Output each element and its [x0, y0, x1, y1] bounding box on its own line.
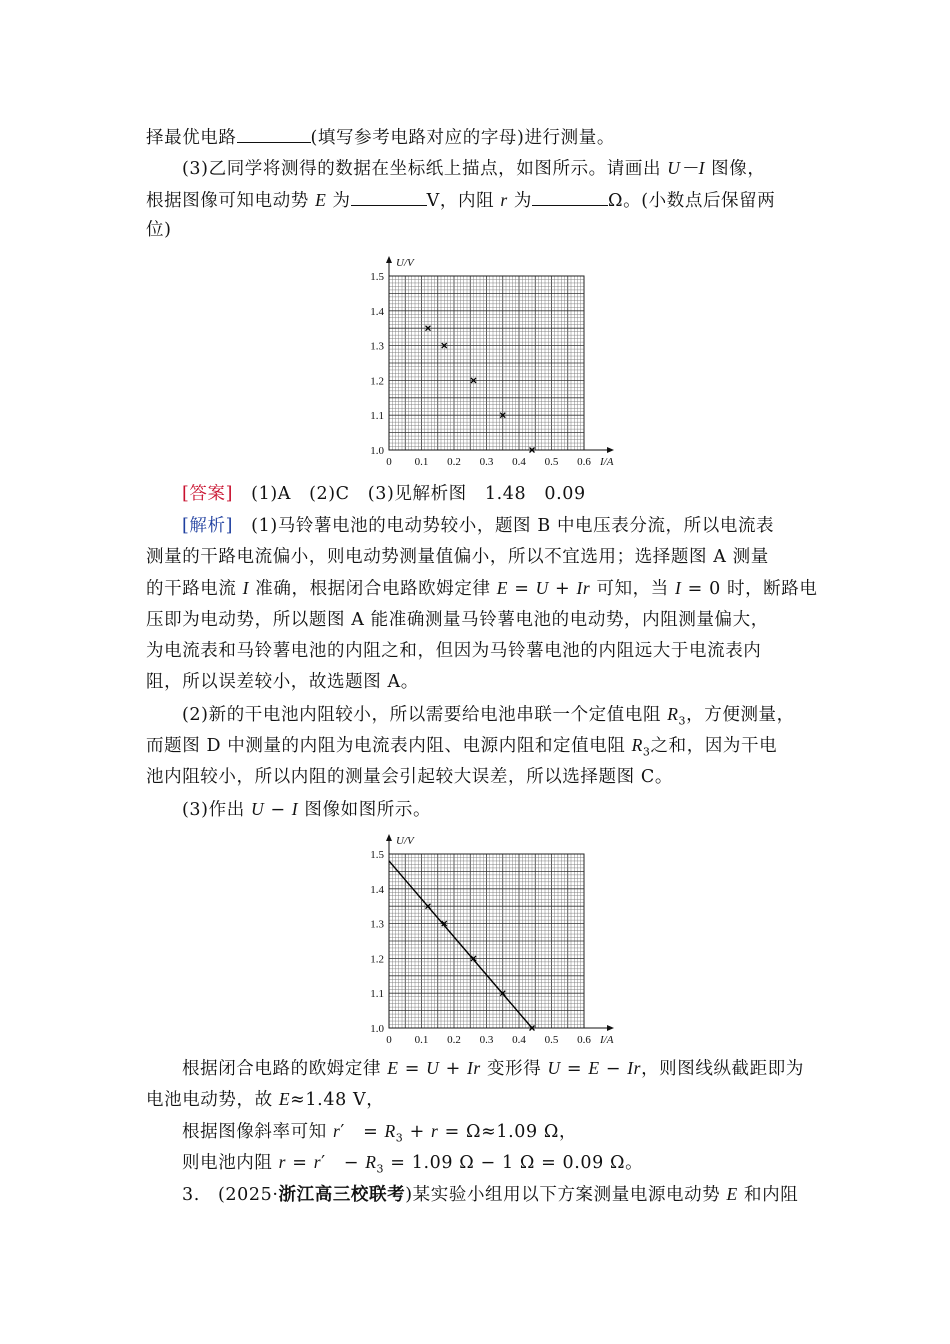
text-line: 根据图像可知电动势 E 为 V，内阻 r 为 Ω。(小数点后保留两 — [146, 187, 810, 213]
x-tick-label: 0.5 — [544, 1034, 559, 1046]
y-axis-arrow — [386, 834, 392, 841]
x-tick-label: 0 — [386, 1034, 392, 1046]
text-line: (2)新的干电池内阻较小，所以需要给电池串联一个定值电阻 $R_3$，方便测量， — [182, 704, 795, 728]
y-tick-label: 1.1 — [370, 988, 384, 1001]
analysis-label: [解析] — [182, 516, 234, 536]
x-tick-label: 0.4 — [512, 1034, 526, 1046]
text-line: 则电池内阻 r = r′ − $R_3 = 1.09$ Ω − 1 Ω = 0.09 Ω。 — [182, 1152, 644, 1176]
text-line: 位) — [146, 220, 172, 240]
grid — [389, 276, 584, 450]
y-tick-label: 1.4 — [370, 305, 384, 318]
x-tick-label: 0.1 — [414, 456, 429, 468]
answer-blank — [351, 187, 427, 206]
y-axis-label: U/V — [396, 257, 414, 269]
y-axis-arrow — [386, 256, 392, 263]
text-line: 电池电动势，故 E≈1.48 V， — [146, 1089, 385, 1110]
x-axis-arrow — [607, 1025, 614, 1031]
y-tick-label: 1.2 — [370, 375, 384, 388]
analysis-line: [解析] (1)马铃薯电池的电动势较小，题图 B 中电压表分流，所以电流表 — [182, 516, 775, 536]
y-tick-label: 1.0 — [370, 445, 384, 457]
y-tick-label: 1.4 — [370, 883, 384, 896]
x-tick-label: 0 — [386, 456, 392, 468]
answer-blank — [532, 187, 608, 206]
text-line: 而题图 D 中测量的内阻为电流表内阻、电源内阻和定值电阻 $R_3$之和，因为干电 — [146, 735, 778, 759]
x-tick-label: 0.1 — [414, 1034, 429, 1046]
y-tick-label: 1.0 — [370, 1023, 384, 1035]
u-i-scatter-chart — [350, 252, 630, 468]
text-line: 为电流表和马铃薯电池的内阻之和，但因为马铃薯电池的内阻远大于电流表内 — [146, 641, 762, 661]
text-line: 的干路电流 I 准确，根据闭合电路欧姆定律 E = U + Ir 可知，当 I = 0 时，断路电 — [146, 578, 818, 599]
answer-blank — [237, 124, 311, 143]
u-i-fit-chart — [350, 830, 630, 1046]
x-tick-label: 0.2 — [447, 1034, 461, 1046]
source-tag: 浙江高三校联考 — [278, 1185, 406, 1205]
x-tick-label: 0.6 — [577, 1034, 591, 1046]
x-axis-arrow — [607, 447, 614, 453]
grid — [389, 854, 584, 1028]
x-tick-label: 0.6 — [577, 456, 591, 468]
x-axis-label: I/A — [600, 456, 614, 468]
x-tick-label: 0.5 — [544, 456, 559, 468]
text-line: 根据图像斜率可知 r′ = $R_3 + r = \Omega\approx 1.09$ Ω， — [182, 1121, 578, 1145]
y-tick-label: 1.2 — [370, 953, 384, 966]
text-line: 择最优电路 (填写参考电路对应的字母)进行测量。 — [146, 124, 810, 150]
y-axis-label: U/V — [396, 835, 414, 847]
text-line: (3)乙同学将测得的数据在坐标纸上描点，如图所示。请画出 U－I 图像， — [182, 158, 766, 179]
y-tick-label: 1.3 — [370, 340, 384, 353]
y-tick-label: 1.3 — [370, 918, 384, 931]
x-axis-label: I/A — [600, 1034, 614, 1046]
y-tick-label: 1.1 — [370, 410, 384, 423]
x-tick-label: 0.3 — [479, 1034, 494, 1046]
y-tick-label: 1.5 — [370, 271, 384, 283]
text-line: 压即为电动势，所以题图 A 能准确测量马铃薯电池的电动势，内阻测量偏大， — [146, 610, 769, 630]
y-tick-label: 1.5 — [370, 849, 384, 861]
question-line: 3. (2025·浙江高三校联考)某实验小组用以下方案测量电源电动势 E 和内阻 — [182, 1184, 799, 1205]
x-tick-label: 0.4 — [512, 456, 526, 468]
x-tick-label: 0.2 — [447, 456, 461, 468]
answer-line: [答案] (1)A (2)C (3)见解析图 1.48 0.09 — [182, 484, 586, 504]
text-line: 阻，所以误差较小，故选题图 A。 — [146, 672, 419, 692]
text-line: 池内阻较小，所以内阻的测量会引起较大误差，所以选择题图 C。 — [146, 767, 673, 787]
x-tick-label: 0.3 — [479, 456, 494, 468]
text-line: 根据闭合电路的欧姆定律 E = U + Ir 变形得 U = E − Ir，则图线纵截距即为 — [182, 1058, 804, 1079]
answer-label: [答案] — [182, 484, 234, 504]
text-line: 测量的干路电流偏小，则电动势测量值偏小，所以不宜选用；选择题图 A 测量 — [146, 547, 769, 567]
text-line: (3)作出 U − I 图像如图所示。 — [182, 799, 432, 820]
